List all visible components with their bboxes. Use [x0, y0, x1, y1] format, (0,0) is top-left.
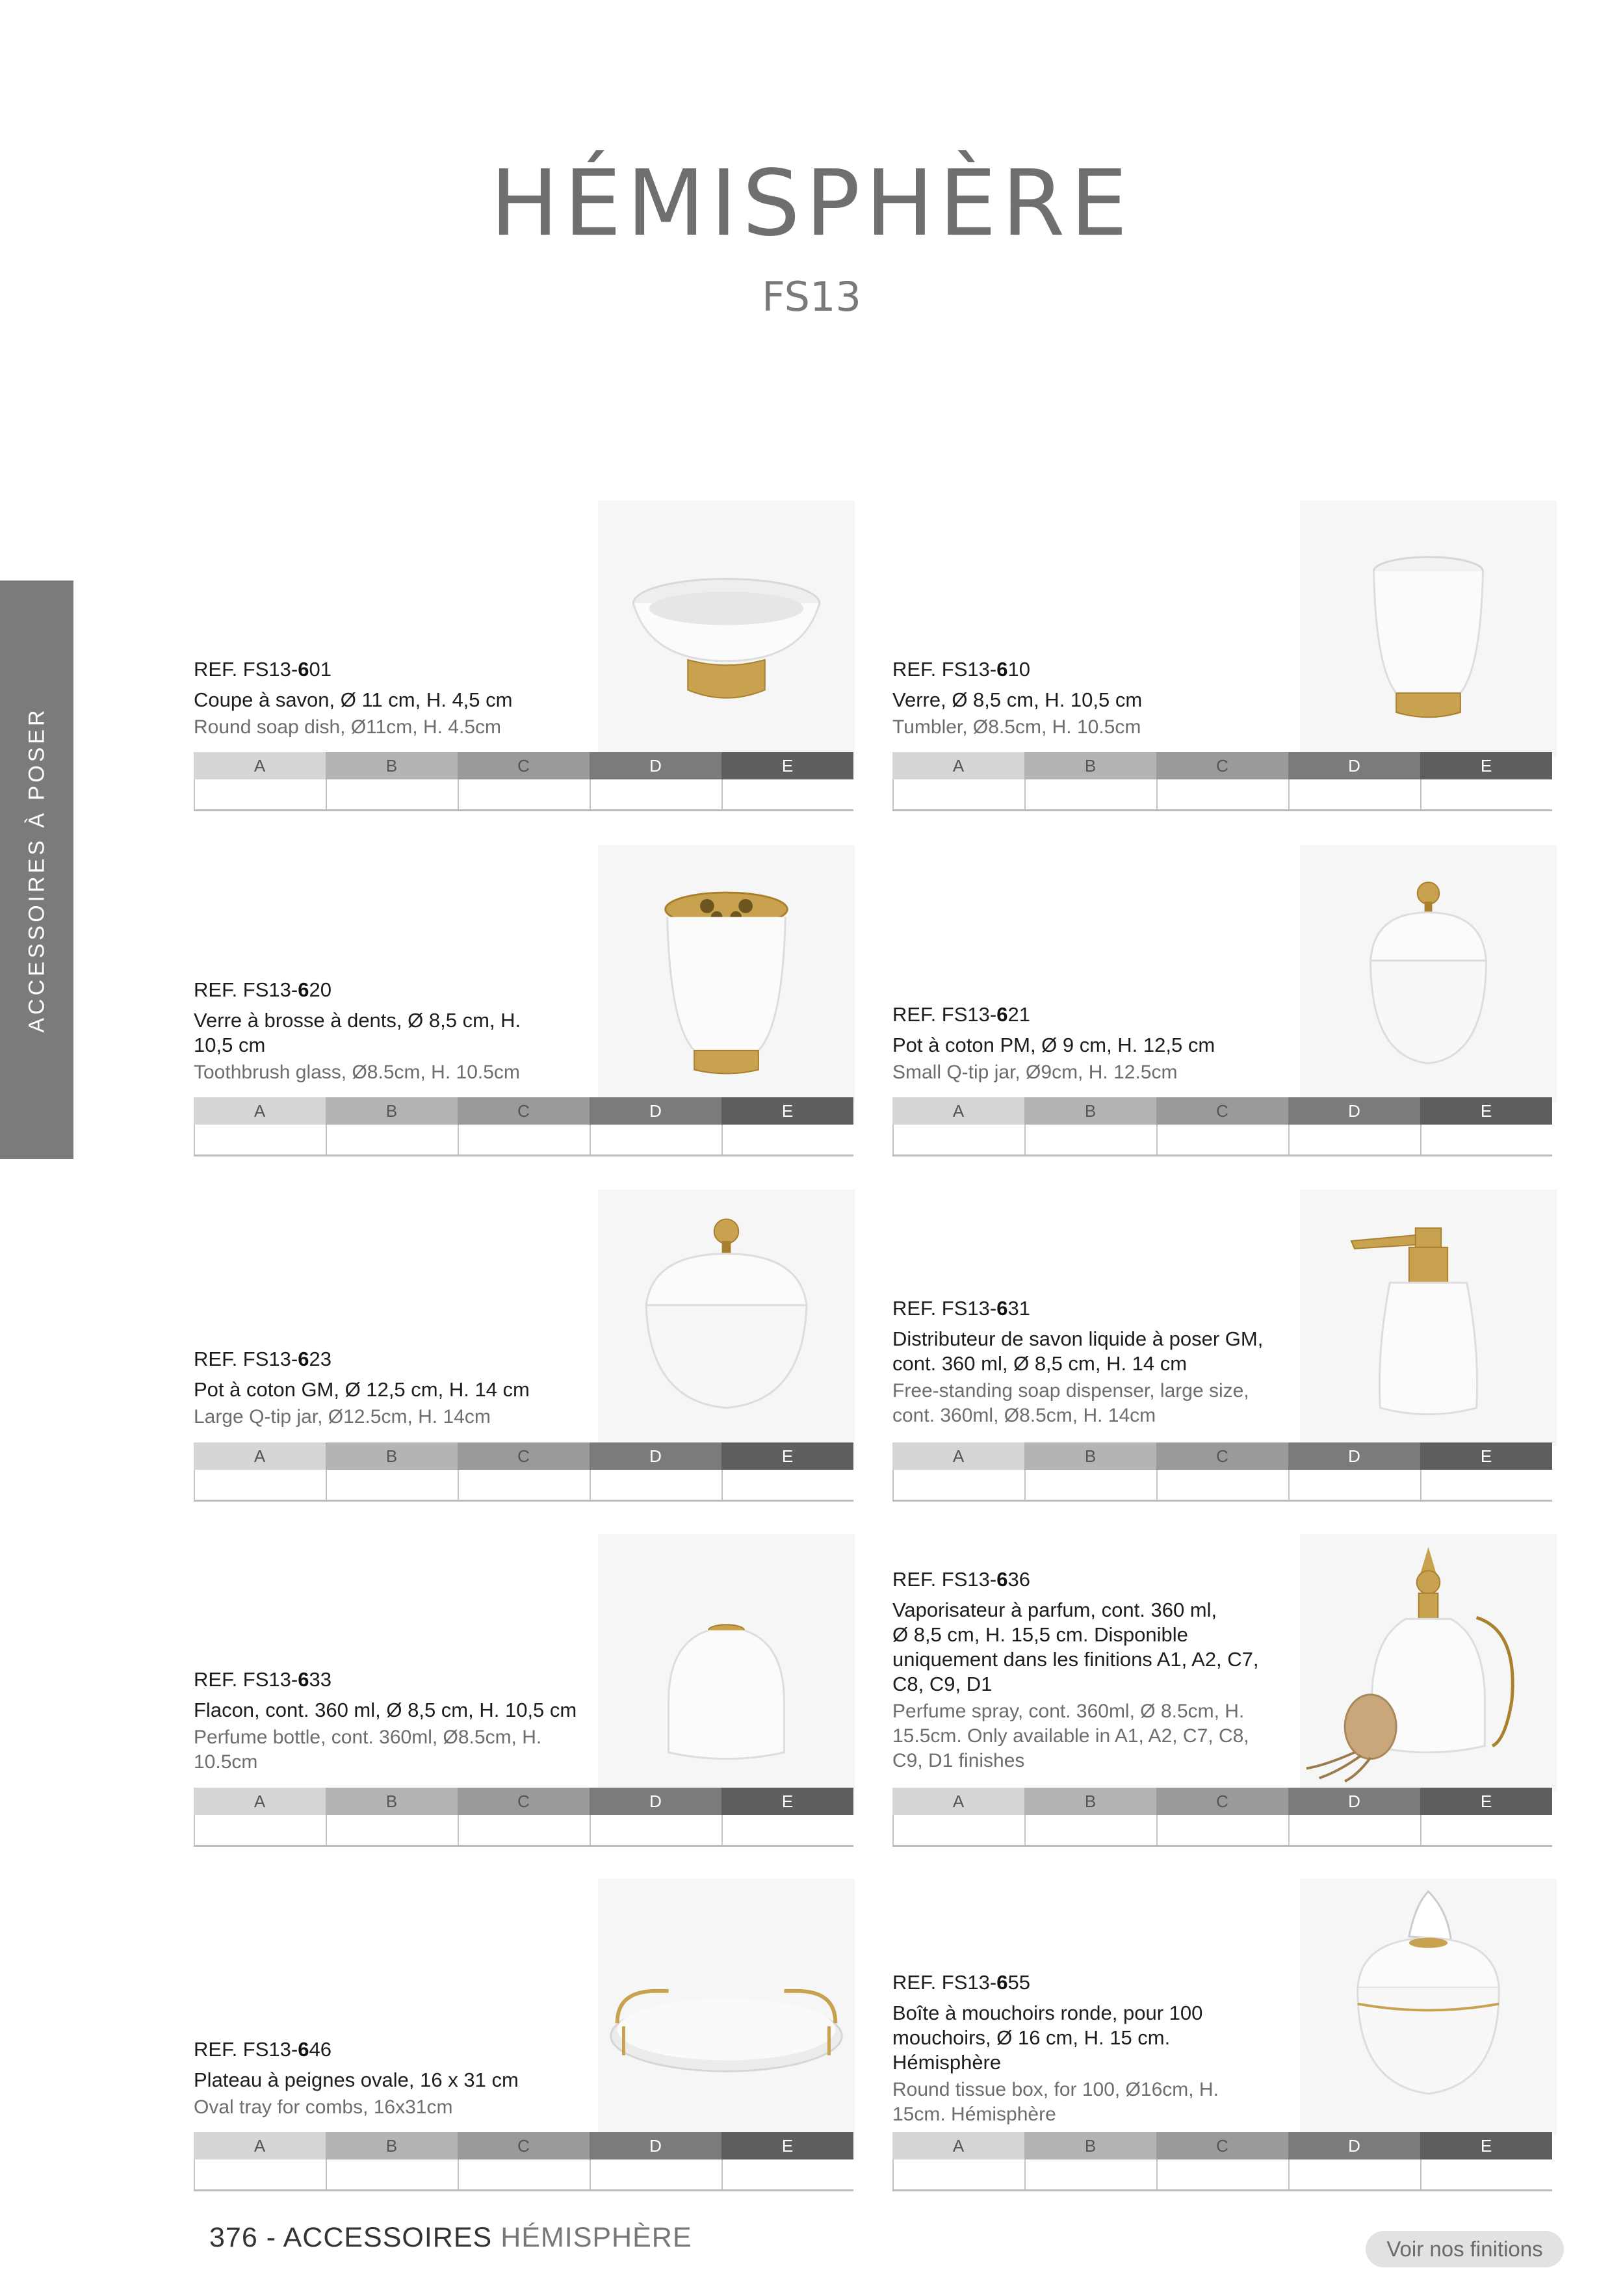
view-finishes-button[interactable]: Voir nos finitions: [1366, 2231, 1564, 2267]
finish-cell-e[interactable]: [1420, 1815, 1552, 1845]
finish-header-a: A: [892, 752, 1024, 779]
finish-header-a: A: [892, 1442, 1024, 1470]
finish-cell-d[interactable]: [1288, 2159, 1420, 2189]
finish-header-a: A: [194, 752, 326, 779]
finish-header-e: E: [1420, 2132, 1552, 2159]
product-description-en: Round tissue box, for 100, Ø16cm, H. 15cm. Hémisphère: [892, 2079, 1219, 2125]
product-ref: REF. FS13-620: [194, 978, 331, 1001]
product-image-large-jar: [598, 1190, 855, 1446]
finish-header-c: C: [1156, 1097, 1288, 1125]
finish-cell-c[interactable]: [458, 2159, 590, 2189]
finish-header-d: D: [1288, 1788, 1420, 1815]
finish-header-c: C: [1156, 2132, 1288, 2159]
product-ref: REF. FS13-621: [892, 1003, 1030, 1026]
finish-cell-a[interactable]: [892, 2159, 1024, 2189]
finish-header-c: C: [458, 1788, 590, 1815]
finish-header-d: D: [590, 1788, 721, 1815]
footer-page-label: [209, 2222, 692, 2254]
product-ref: REF. FS13-631: [892, 1297, 1030, 1320]
finish-header-a: A: [194, 1442, 326, 1470]
product-description-fr: Pot à coton PM, Ø 9 cm, H. 12,5 cm: [892, 1034, 1215, 1056]
finish-header-c: C: [458, 1097, 590, 1125]
finish-header-b: B: [1024, 1788, 1156, 1815]
finish-cell-d[interactable]: [1288, 1470, 1420, 1500]
finish-cell-c[interactable]: [1156, 1125, 1288, 1155]
finish-header-a: A: [892, 1788, 1024, 1815]
finish-cell-a[interactable]: [194, 2159, 326, 2189]
finish-cell-b[interactable]: [1024, 1125, 1156, 1155]
finish-header-b: B: [326, 752, 458, 779]
finish-header-d: D: [1288, 1097, 1420, 1125]
product-ref: REF. FS13-646: [194, 2038, 331, 2061]
finish-header-b: B: [1024, 752, 1156, 779]
finish-cell-e[interactable]: [721, 1125, 853, 1155]
finish-header-b: B: [1024, 1442, 1156, 1470]
finish-cell-c[interactable]: [1156, 2159, 1288, 2189]
product-description-en: Oval tray for combs, 16x31cm: [194, 2096, 453, 2118]
product-description-en: Round soap dish, Ø11cm, H. 4.5cm: [194, 716, 501, 738]
finish-cell-b[interactable]: [326, 2159, 458, 2189]
product-description-en: Toothbrush glass, Ø8.5cm, H. 10.5cm: [194, 1062, 520, 1083]
finish-cell-d[interactable]: [1288, 779, 1420, 809]
product-description-fr: Distributeur de savon liquide à poser GM, cont. 360 ml, Ø 8,5 cm, H. 14 cm: [892, 1327, 1264, 1375]
finish-cell-d[interactable]: [590, 1125, 721, 1155]
product-description-fr: Coupe à savon, Ø 11 cm, H. 4,5 cm: [194, 688, 513, 711]
product-description-fr: Verre à brosse à dents, Ø 8,5 cm, H. 10,5 cm: [194, 1009, 521, 1056]
finish-cell-c[interactable]: [458, 779, 590, 809]
finish-header-b: B: [326, 1788, 458, 1815]
finish-table: [892, 2132, 1552, 2191]
finish-header-c: C: [1156, 1442, 1288, 1470]
product-description-fr: Boîte à mouchoirs ronde, pour 100 mouchoirs, Ø 16 cm, H. 15 cm. Hémisphère: [892, 2002, 1203, 2074]
finish-header-e: E: [1420, 752, 1552, 779]
finish-cell-d[interactable]: [590, 779, 721, 809]
product-ref: REF. FS13-601: [194, 658, 331, 681]
finish-cell-c[interactable]: [1156, 1470, 1288, 1500]
finish-header-d: D: [590, 1097, 721, 1125]
finish-header-e: E: [1420, 1442, 1552, 1470]
finish-header-e: E: [721, 1788, 853, 1815]
product-image-perfume-bottle: [598, 1534, 855, 1791]
finish-cell-e[interactable]: [1420, 1470, 1552, 1500]
finish-cell-a[interactable]: [194, 1815, 326, 1845]
product-description-fr: Pot à coton GM, Ø 12,5 cm, H. 14 cm: [194, 1378, 530, 1401]
product-description-en: Small Q-tip jar, Ø9cm, H. 12.5cm: [892, 1062, 1178, 1083]
finish-header-c: C: [458, 752, 590, 779]
finish-header-e: E: [1420, 1097, 1552, 1125]
finish-table: [194, 2132, 853, 2191]
page-subtitle: FS13: [762, 273, 861, 320]
finish-cell-d[interactable]: [590, 1470, 721, 1500]
finish-cell-c[interactable]: [1156, 1815, 1288, 1845]
finish-cell-e[interactable]: [721, 1470, 853, 1500]
section-tab-label: ACCESSOIRES À POSER: [24, 707, 49, 1033]
finish-cell-b[interactable]: [1024, 779, 1156, 809]
footer-section: 376 - ACCESSOIRES: [209, 2222, 493, 2253]
finish-table: [194, 1097, 853, 1156]
finish-header-b: B: [326, 1442, 458, 1470]
product-description-en: Large Q-tip jar, Ø12.5cm, H. 14cm: [194, 1406, 491, 1428]
finish-table: [194, 752, 853, 811]
product-description-fr: Verre, Ø 8,5 cm, H. 10,5 cm: [892, 688, 1143, 711]
finish-header-e: E: [721, 1097, 853, 1125]
finish-header-c: C: [1156, 1788, 1288, 1815]
finish-table: [892, 752, 1552, 811]
finish-header-b: B: [1024, 1097, 1156, 1125]
product-image-small-jar: [1300, 845, 1557, 1102]
finish-cell-c[interactable]: [458, 1125, 590, 1155]
finish-header-c: C: [1156, 752, 1288, 779]
finish-table: [892, 1442, 1552, 1501]
finish-cell-c[interactable]: [1156, 779, 1288, 809]
finish-header-a: A: [892, 1097, 1024, 1125]
finish-cell-b[interactable]: [326, 1125, 458, 1155]
finish-cell-b[interactable]: [326, 779, 458, 809]
finish-cell-e[interactable]: [721, 2159, 853, 2189]
finish-table: [892, 1097, 1552, 1156]
product-ref: REF. FS13-610: [892, 658, 1030, 681]
finish-header-b: B: [1024, 2132, 1156, 2159]
finish-cell-c[interactable]: [458, 1470, 590, 1500]
finish-header-e: E: [721, 1442, 853, 1470]
finish-table: [892, 1788, 1552, 1846]
product-description-en: Tumbler, Ø8.5cm, H. 10.5cm: [892, 716, 1141, 738]
finish-cell-a[interactable]: [892, 1815, 1024, 1845]
finish-header-c: C: [458, 2132, 590, 2159]
finish-cell-a[interactable]: [892, 1470, 1024, 1500]
finish-header-d: D: [1288, 2132, 1420, 2159]
finish-cell-d[interactable]: [1288, 1815, 1420, 1845]
finish-cell-e[interactable]: [721, 779, 853, 809]
finish-header-e: E: [721, 752, 853, 779]
finish-header-a: A: [194, 1097, 326, 1125]
finish-cell-a[interactable]: [892, 1125, 1024, 1155]
finish-header-d: D: [590, 2132, 721, 2159]
page-title: HÉMISPHÈRE: [490, 151, 1133, 257]
product-description-en: Free-standing soap dispenser, large size, cont. 360ml, Ø8.5cm, H. 14cm: [892, 1380, 1249, 1426]
finish-cell-e[interactable]: [1420, 1125, 1552, 1155]
product-image-oval-tray: [598, 1879, 855, 2135]
finish-header-d: D: [590, 1442, 721, 1470]
finish-cell-a[interactable]: [194, 1470, 326, 1500]
finish-cell-d[interactable]: [590, 1815, 721, 1845]
finish-cell-b[interactable]: [326, 1815, 458, 1845]
product-image-toothbrush-glass: [598, 845, 855, 1102]
product-image-perfume-spray: [1300, 1534, 1557, 1791]
finish-cell-a[interactable]: [194, 1125, 326, 1155]
product-image-tissue-box: [1300, 1879, 1557, 2135]
finish-cell-b[interactable]: [326, 1470, 458, 1500]
product-image-soap-dish: [598, 501, 855, 757]
section-tab[interactable]: [0, 581, 73, 1159]
finish-cell-e[interactable]: [1420, 779, 1552, 809]
finish-cell-e[interactable]: [1420, 2159, 1552, 2189]
footer-collection: HÉMISPHÈRE: [500, 2222, 692, 2253]
finish-header-d: D: [1288, 1442, 1420, 1470]
finish-cell-b[interactable]: [1024, 1470, 1156, 1500]
finish-cell-a[interactable]: [892, 779, 1024, 809]
finish-cell-c[interactable]: [458, 1815, 590, 1845]
finish-cell-d[interactable]: [1288, 1125, 1420, 1155]
finish-header-b: B: [326, 2132, 458, 2159]
finish-table: [194, 1788, 853, 1846]
product-ref: REF. FS13-636: [892, 1568, 1030, 1591]
product-description-fr: Flacon, cont. 360 ml, Ø 8,5 cm, H. 10,5 cm: [194, 1699, 577, 1721]
finish-cell-b[interactable]: [1024, 2159, 1156, 2189]
product-description-en: Perfume spray, cont. 360ml, Ø 8.5cm, H. 15.5cm. Only available in A1, A2, C7, C8, C9, D1 finishes: [892, 1701, 1249, 1771]
finish-cell-b[interactable]: [1024, 1815, 1156, 1845]
finish-header-a: A: [892, 2132, 1024, 2159]
product-ref: REF. FS13-623: [194, 1348, 331, 1370]
finish-header-c: C: [458, 1442, 590, 1470]
finish-header-a: A: [194, 1788, 326, 1815]
finish-cell-e[interactable]: [721, 1815, 853, 1845]
product-image-tumbler: [1300, 501, 1557, 757]
product-ref: REF. FS13-633: [194, 1668, 331, 1691]
finish-header-e: E: [721, 2132, 853, 2159]
finish-table: [194, 1442, 853, 1501]
finish-header-a: A: [194, 2132, 326, 2159]
finish-header-b: B: [326, 1097, 458, 1125]
product-description-fr: Vaporisateur à parfum, cont. 360 ml, Ø 8,5 cm, H. 15,5 cm. Disponible uniquement dans les finitions A1, A2, C7, C8, C9, D1: [892, 1598, 1259, 1695]
product-image-soap-dispenser: [1300, 1190, 1557, 1446]
finish-cell-a[interactable]: [194, 779, 326, 809]
product-description-en: Perfume bottle, cont. 360ml, Ø8.5cm, H. 10.5cm: [194, 1727, 542, 1773]
finish-header-d: D: [590, 752, 721, 779]
finish-cell-d[interactable]: [590, 2159, 721, 2189]
finish-header-d: D: [1288, 752, 1420, 779]
product-ref: REF. FS13-655: [892, 1971, 1030, 1994]
finish-header-e: E: [1420, 1788, 1552, 1815]
product-description-fr: Plateau à peignes ovale, 16 x 31 cm: [194, 2068, 519, 2091]
